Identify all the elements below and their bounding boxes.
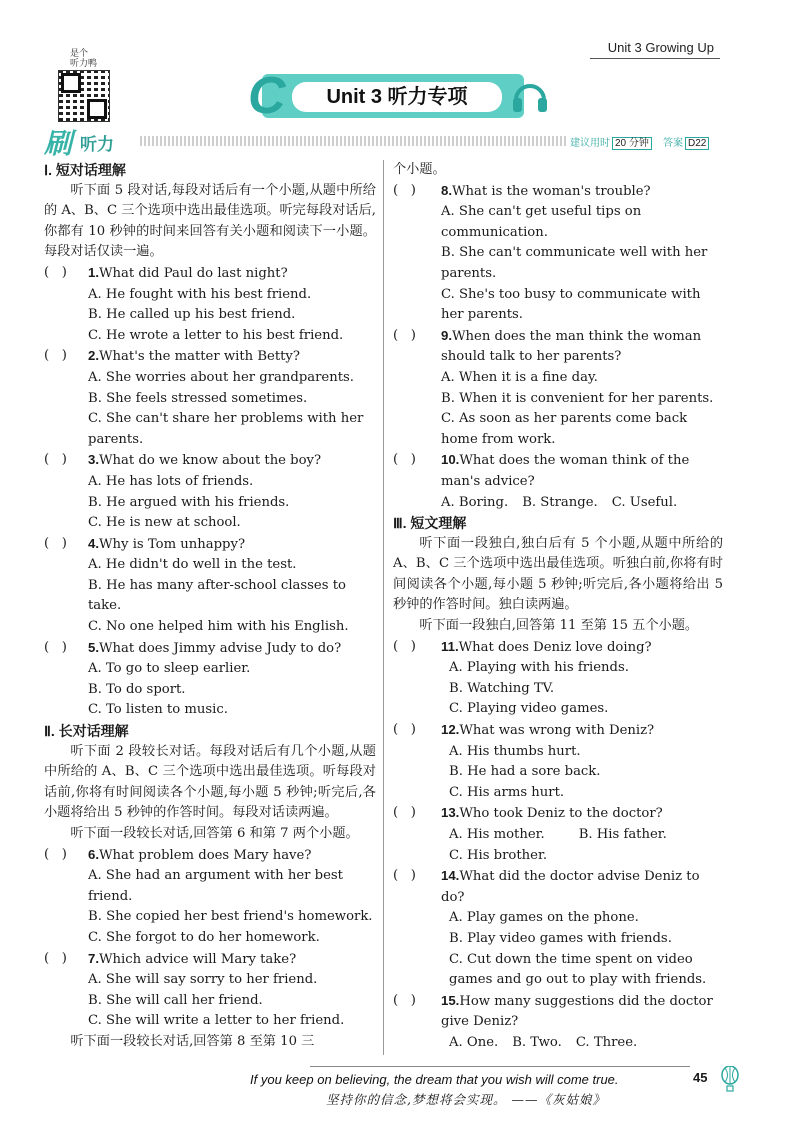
option: C. She can't share her problems with her parents.: [88, 411, 364, 447]
option: B. He called up his best friend.: [88, 307, 296, 323]
question-10: ( ) 10.What does the woman think of the man's advice?: [393, 452, 690, 489]
option: C. He is new at school.: [88, 515, 241, 531]
option: A. Play games on the phone.: [449, 910, 639, 926]
question-6: ( ) 6.What problem does Mary have?: [44, 846, 312, 863]
headphone-icon: [510, 74, 550, 118]
option: C. His brother.: [449, 847, 548, 863]
option: C. He wrote a letter to his best friend.: [88, 327, 344, 343]
question-11: ( ) 11.What does Deniz love doing?: [393, 638, 652, 655]
question-9: ( ) 9.When does the man think the woman should talk to her parents?: [393, 327, 702, 365]
suggested-time: [570, 134, 652, 149]
option: B. She copied her best friend's homework.: [88, 909, 373, 925]
brush-char: 刷: [44, 128, 73, 159]
question-2: ( ) 2.What's the matter with Betty?: [44, 348, 300, 365]
option-row: [393, 493, 723, 514]
question-block: [393, 803, 723, 866]
option: B. Watching TV.: [449, 680, 555, 696]
question-block: [44, 638, 376, 721]
left-column: [44, 160, 376, 1053]
part2-sub1: 听下面一段较长对话,回答第 6 和第 7 两个小题。: [70, 826, 359, 841]
option: A. His mother.: [449, 827, 545, 842]
question-block: [44, 534, 376, 638]
qr-code-icon[interactable]: [58, 70, 110, 122]
option: C. She's too busy to communicate with her parents.: [441, 286, 701, 323]
option: B. When it is convenient for her parents.: [441, 390, 714, 406]
question-13: ( ) 13.Who took Deniz to the doctor?: [393, 805, 663, 822]
option: A. When it is a fine day.: [441, 369, 598, 385]
option: C. She forgot to do her homework.: [88, 929, 320, 945]
option: A. She can't get useful tips on communication.: [441, 204, 642, 240]
question-block: [393, 866, 723, 991]
right-column: [393, 160, 723, 1054]
part1-instruction: 听下面 5 段对话,每段对话后有一个小题,从题中所给的 A、B、C 三个选项中选出最佳选项。听完每段对话后,你都有 10 秒钟的时间来回答有关小题和阅读下一小题。每段对话仅读一遍。: [44, 182, 377, 260]
option: A. He fought with his best friend.: [88, 286, 312, 302]
question-block: [44, 949, 376, 1032]
question-7: ( ) 7.Which advice will Mary take?: [44, 950, 297, 967]
question-1: ( ) 1.What did Paul do last night?: [44, 264, 288, 281]
question-block: [393, 720, 723, 803]
question-block: [44, 263, 376, 346]
option: A. She will say sorry to her friend.: [88, 972, 318, 988]
question-12: ( ) 12.What was wrong with Deniz?: [393, 722, 655, 739]
option: A. His thumbs hurt.: [449, 743, 581, 759]
unit-rule: [590, 58, 720, 59]
time-label: 建议用时: [570, 138, 610, 149]
question-block: [393, 637, 723, 720]
footer-quote-cn: 坚持你的信念,梦想将会实现。 ——《灰姑娘》: [326, 1092, 606, 1107]
column-divider: [383, 160, 384, 1055]
option: C. To listen to music.: [88, 702, 228, 718]
question-block: [393, 991, 723, 1054]
banner-letter: C: [248, 67, 286, 125]
option: C. Useful.: [611, 494, 678, 510]
option: C. Cut down the time spent on video games and go out to play with friends.: [449, 951, 707, 988]
unit-label: Unit 3 Growing Up: [607, 40, 714, 55]
part3-heading: Ⅲ. 短文理解: [393, 515, 467, 532]
qr-caption-line1: 是个: [70, 48, 89, 58]
footer-rule: [310, 1066, 690, 1067]
question-14: ( ) 14.What did the doctor advise Deniz to do?: [393, 868, 700, 905]
question-block: [44, 845, 376, 949]
answer-value: D22: [685, 137, 709, 150]
answer-label: 答案: [663, 138, 683, 149]
question-block: [44, 450, 376, 533]
answer-ref: [663, 134, 709, 149]
option: C. His arms hurt.: [449, 784, 565, 800]
option-row: [393, 1033, 723, 1054]
question-3: ( ) 3.What do we know about the boy?: [44, 452, 322, 469]
option: B. He argued with his friends.: [88, 494, 290, 510]
option: B. To do sport.: [88, 681, 186, 697]
question-block: [44, 346, 376, 450]
page-title: Unit 3 听力专项: [292, 82, 502, 112]
option: A. She worries about her grandparents.: [88, 369, 354, 385]
part3-sub: 听下面一段独白,回答第 11 至第 15 五个小题。: [419, 618, 699, 634]
question-5: ( ) 5.What does Jimmy advise Judy to do?: [44, 639, 342, 656]
part3-instruction: 听下面一段独白,独白后有 5 个小题,从题中所给的 A、B、C 三个选项中选出最佳选项。听独白前,你将有时间阅读各个小题,每小题 5 秒钟;听完后,各小题将给出 5 秒钟的作答时间。独白读两遍。: [393, 535, 723, 613]
option: A. Playing with his friends.: [449, 660, 629, 676]
option: A. One.: [449, 1034, 499, 1050]
header-stripe: [140, 136, 568, 146]
option: A. He didn't do well in the test.: [88, 557, 297, 573]
option: B. He has many after-school classes to take.: [88, 577, 346, 614]
option: B. She can't communicate well with her parents.: [441, 245, 708, 281]
option: B. She will call her friend.: [88, 992, 263, 1008]
part2-heading: Ⅱ. 长对话理解: [44, 723, 129, 740]
part2-sub2-end: 个小题。: [393, 162, 446, 177]
option: A. Boring.: [441, 494, 509, 510]
qr-caption: [70, 48, 97, 68]
part2-instruction: 听下面 2 段较长对话。每段对话后有几个小题,从题中所给的 A、B、C 三个选项中选出最佳选项。听每段对话前,你将有时间阅读各个小题,每小题 5 秒钟;听完后,各小题将给出 5 秒钟的作答时间。每段对话读两遍。: [44, 743, 376, 821]
question-4: ( ) 4.Why is Tom unhappy?: [44, 535, 246, 552]
footer-quote-en: If you keep on believing, the dream that you wish will come true.: [250, 1072, 619, 1087]
option: B. Strange.: [522, 494, 598, 510]
option: C. No one helped him with his English.: [88, 619, 349, 635]
part2-sub2-start: 听下面一段较长对话,回答第 8 至第 10 三: [70, 1033, 315, 1049]
option: C. As soon as her parents come back home from work.: [441, 411, 688, 447]
option: A. To go to sleep earlier.: [88, 661, 251, 677]
option: C. Playing video games.: [449, 701, 609, 717]
option: A. She had an argument with her best friend.: [88, 868, 343, 904]
part1-heading: Ⅰ. 短对话理解: [44, 162, 126, 178]
qr-caption-line2: 听力鸭: [70, 58, 98, 68]
section-label: 听力: [80, 135, 114, 154]
option: A. He has lots of friends.: [88, 473, 254, 489]
option: B. She feels stressed sometimes.: [88, 390, 308, 406]
question-15: ( ) 15.How many suggestions did the doctor give Deniz?: [393, 992, 713, 1030]
option: C. She will write a letter to her friend.: [88, 1013, 345, 1029]
time-value: 20 分钟: [612, 137, 652, 150]
option: B. Play video games with friends.: [449, 930, 672, 946]
question-block: [393, 326, 723, 451]
option-row: [393, 825, 723, 846]
balloon-icon: [720, 1066, 740, 1092]
page-number: 45: [693, 1070, 708, 1085]
option: B. He had a sore back.: [449, 764, 601, 780]
option: B. His father.: [578, 827, 667, 842]
question-block: [393, 181, 723, 326]
option: C. Three.: [575, 1034, 638, 1050]
question-8: ( ) 8.What is the woman's trouble?: [393, 182, 651, 199]
question-block: [393, 450, 723, 513]
option: B. Two.: [512, 1034, 562, 1050]
